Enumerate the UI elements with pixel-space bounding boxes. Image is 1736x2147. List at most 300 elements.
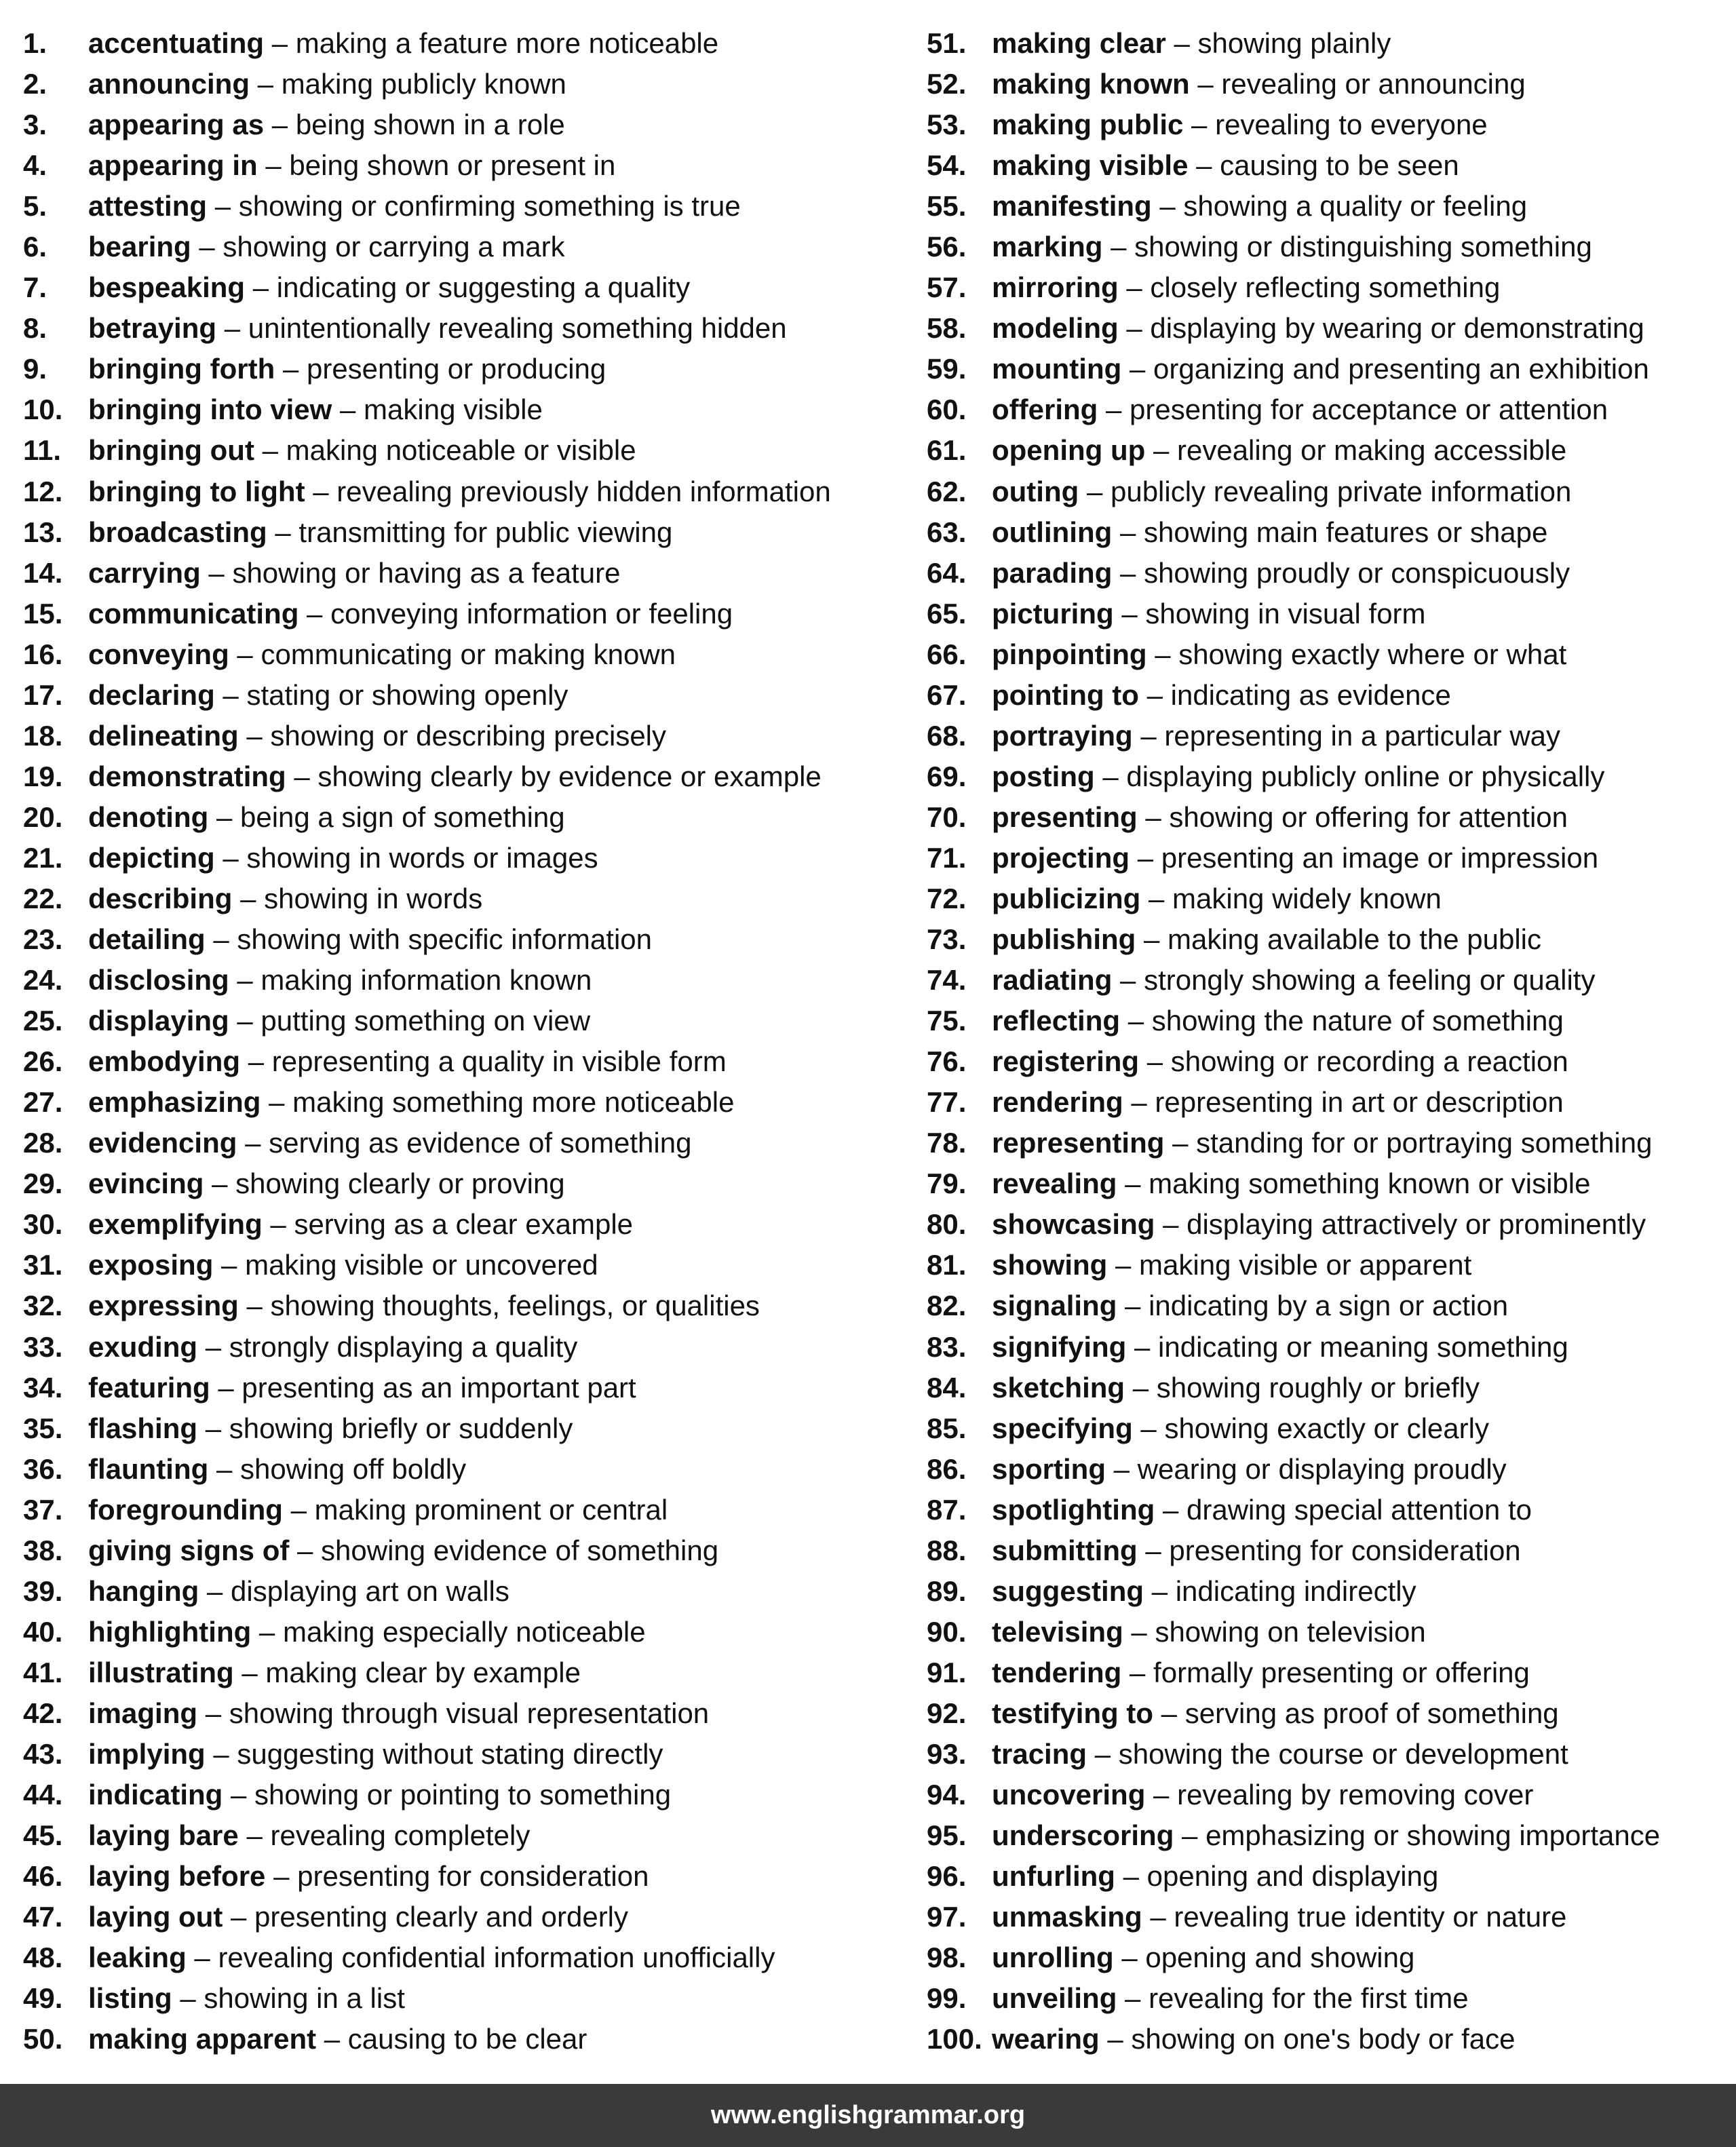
list-item-word: appearing as: [88, 109, 265, 141]
list-item-word: making visible: [992, 149, 1189, 182]
list-item-definition: formally presenting or offering: [1153, 1656, 1530, 1688]
list-item-definition: making clear by example: [265, 1656, 581, 1688]
list-item-word: tendering: [992, 1656, 1122, 1688]
list-item-number: 67.: [927, 678, 967, 711]
list-item-definition: indicating or suggesting a quality: [276, 271, 691, 304]
list-item-word: exemplifying: [88, 1208, 263, 1241]
list-item-definition: emphasizing or showing importance: [1205, 1819, 1661, 1852]
list-item: [927, 64, 1727, 104]
list-item-number: 17.: [23, 678, 63, 711]
list-item-number: 44.: [23, 1779, 63, 1811]
list-item-definition: displaying by wearing or demonstrating: [1150, 312, 1644, 345]
list-item-word: testifying to: [992, 1697, 1153, 1729]
list-item-word: opening up: [992, 434, 1146, 467]
list-item: [927, 797, 1727, 838]
list-item-definition: presenting or producing: [306, 353, 606, 385]
list-item-number: 83.: [927, 1330, 967, 1363]
list-item-word: tracing: [992, 1737, 1087, 1770]
list-item-word: leaking: [88, 1941, 187, 1974]
list-item-definition: showing in visual form: [1145, 597, 1426, 630]
list-item-definition: strongly displaying a quality: [229, 1330, 578, 1363]
list-item-word: laying bare: [88, 1819, 239, 1852]
list-item-number: 98.: [927, 1941, 967, 1974]
list-item-separator: –: [180, 1982, 196, 2015]
list-item-number: 49.: [23, 1982, 63, 2015]
list-item: [927, 430, 1727, 471]
list-item: [927, 1408, 1727, 1449]
list-item: [23, 349, 898, 389]
list-item-number: 70.: [927, 800, 967, 833]
list-item-separator: –: [1140, 1412, 1157, 1444]
list-item-separator: –: [271, 109, 288, 141]
list-item-word: laying out: [88, 1901, 223, 1933]
list-item-separator: –: [205, 1697, 222, 1729]
list-item-number: 90.: [927, 1615, 967, 1648]
list-item-number: 85.: [927, 1412, 967, 1444]
list-item-separator: –: [206, 1574, 223, 1607]
list-item-separator: –: [1086, 475, 1103, 507]
list-item-number: 3.: [23, 109, 47, 141]
list-item-number: 89.: [927, 1574, 967, 1607]
list-item: [23, 1082, 898, 1123]
list-item-separator: –: [270, 1208, 286, 1241]
list-item-definition: showing on television: [1155, 1615, 1426, 1648]
list-item-separator: –: [1126, 271, 1142, 304]
list-item-definition: revealing by removing cover: [1177, 1779, 1534, 1811]
list-item-separator: –: [1130, 1656, 1146, 1688]
list-item-definition: displaying attractively or prominently: [1187, 1208, 1646, 1241]
list-item-number: 66.: [927, 638, 967, 670]
list-item: [927, 349, 1727, 389]
list-item-word: modeling: [992, 312, 1119, 345]
list-item-separator: –: [257, 68, 274, 100]
list-item-word: bringing into view: [88, 393, 332, 426]
list-item-separator: –: [1115, 1249, 1132, 1281]
list-item-number: 58.: [927, 312, 967, 345]
list-item-word: showing: [992, 1249, 1108, 1281]
list-item-number: 88.: [927, 1534, 967, 1566]
list-item: [927, 1897, 1727, 1937]
list-item-definition: being shown in a role: [295, 109, 565, 141]
list-item-word: foregrounding: [88, 1493, 283, 1526]
list-item-word: underscoring: [992, 1819, 1174, 1852]
list-item: [927, 512, 1727, 553]
list-item-word: picturing: [992, 597, 1114, 630]
list-item-word: betraying: [88, 312, 217, 345]
list-item-word: registering: [992, 1045, 1140, 1078]
list-item-separator: –: [1137, 841, 1154, 874]
list-item-definition: showing on one's body or face: [1131, 2023, 1516, 2055]
list-item: [927, 675, 1727, 716]
list-item: [23, 716, 898, 756]
list-item: [23, 1571, 898, 1612]
list-item: [927, 1285, 1727, 1326]
list-item-definition: showing the nature of something: [1151, 1005, 1564, 1037]
list-item-number: 82.: [927, 1290, 967, 1322]
list-item-separator: –: [258, 1615, 275, 1648]
list-item-number: 11.: [23, 434, 62, 467]
list-item-separator: –: [205, 1330, 222, 1363]
list-item-word: giving signs of: [88, 1534, 290, 1566]
list-item-definition: revealing or making accessible: [1177, 434, 1567, 467]
list-item-word: publicizing: [992, 882, 1141, 914]
list-item: [23, 104, 898, 145]
list-item-number: 61.: [927, 434, 967, 467]
list-item-definition: making something known or visible: [1149, 1167, 1591, 1200]
list-item: [23, 2019, 898, 2059]
list-item-word: laying before: [88, 1860, 266, 1893]
list-item-number: 79.: [927, 1167, 967, 1200]
list-item: [927, 308, 1727, 349]
list-item-number: 42.: [23, 1697, 63, 1729]
list-item-number: 59.: [927, 353, 967, 385]
list-item-word: bringing to light: [88, 475, 305, 507]
list-item-number: 8.: [23, 312, 47, 345]
list-item-definition: suggesting without stating directly: [237, 1737, 663, 1770]
list-item: [927, 1082, 1727, 1123]
list-item-number: 84.: [927, 1371, 967, 1404]
list-item: [927, 878, 1727, 919]
list-item-number: 32.: [23, 1290, 63, 1322]
list-item-number: 21.: [23, 841, 63, 874]
list-item: [23, 1612, 898, 1652]
list-item-separator: –: [218, 1371, 234, 1404]
list-item: [23, 1490, 898, 1530]
list-item-number: 26.: [23, 1045, 63, 1078]
list-item-word: presenting: [992, 800, 1138, 833]
list-item: [23, 145, 898, 186]
list-item-separator: –: [246, 1819, 263, 1852]
list-item: [23, 960, 898, 1001]
list-item: [927, 389, 1727, 430]
list-item: [23, 1775, 898, 1815]
list-item-definition: showing in words: [264, 882, 483, 914]
list-item-separator: –: [223, 841, 239, 874]
list-item: [927, 594, 1727, 634]
list-item: [927, 227, 1727, 267]
list-item: [927, 1856, 1727, 1897]
list-item-number: 86.: [927, 1452, 967, 1485]
list-item: [927, 1204, 1727, 1245]
list-item-definition: opening and displaying: [1146, 1860, 1439, 1893]
list-item-number: 64.: [927, 556, 967, 589]
list-item-definition: making a feature more noticeable: [295, 27, 719, 59]
list-item-definition: serving as a clear example: [294, 1208, 634, 1241]
list-item-separator: –: [265, 149, 282, 182]
list-item-number: 48.: [23, 1941, 63, 1974]
list-item-separator: –: [1159, 190, 1176, 223]
list-item: [23, 227, 898, 267]
list-item-definition: showing or confirming something is true: [238, 190, 741, 223]
list-item-word: illustrating: [88, 1656, 234, 1688]
list-item-definition: wearing or displaying proudly: [1137, 1452, 1507, 1485]
list-item-separator: –: [1146, 1045, 1163, 1078]
list-item-definition: revealing true identity or nature: [1174, 1901, 1567, 1933]
list-item: [23, 1897, 898, 1937]
list-item: [23, 1001, 898, 1041]
list-item-word: rendering: [992, 1086, 1123, 1119]
list-item-separator: –: [1145, 800, 1161, 833]
list-item-word: unmasking: [992, 1901, 1142, 1933]
list-item-number: 91.: [927, 1656, 967, 1688]
list-item-definition: representing in art or description: [1155, 1086, 1564, 1119]
list-item-separator: –: [194, 1941, 210, 1974]
list-item-separator: –: [282, 353, 299, 385]
list-item-word: declaring: [88, 678, 215, 711]
list-item-number: 52.: [927, 68, 967, 100]
list-item: [927, 471, 1727, 512]
list-item-word: flashing: [88, 1412, 198, 1444]
list-item-word: unrolling: [992, 1941, 1114, 1974]
list-item-definition: making available to the public: [1168, 923, 1542, 956]
list-item-separator: –: [1196, 149, 1212, 182]
list-item-number: 2.: [23, 68, 47, 100]
list-item: [927, 1041, 1727, 1082]
list-item-separator: –: [237, 638, 253, 670]
list-item-separator: –: [271, 27, 288, 59]
list-item-definition: showing proudly or conspicuously: [1144, 556, 1570, 589]
list-item-definition: presenting an image or impression: [1161, 841, 1599, 874]
list-item-number: 20.: [23, 800, 63, 833]
list-item-definition: indicating as evidence: [1170, 678, 1451, 711]
list-item-number: 1.: [23, 27, 47, 59]
list-item-separator: –: [313, 475, 329, 507]
list-item-number: 24.: [23, 964, 63, 997]
list-item-definition: showing a quality or feeling: [1183, 190, 1528, 223]
list-item-separator: –: [269, 1086, 285, 1119]
list-item-number: 54.: [927, 149, 967, 182]
list-item-separator: –: [1145, 1534, 1161, 1566]
list-item-word: signaling: [992, 1290, 1117, 1322]
list-item: [927, 919, 1727, 960]
list-item: [23, 1123, 898, 1163]
list-item-separator: –: [1197, 68, 1214, 100]
list-item: [23, 471, 898, 512]
list-item-word: emphasizing: [88, 1086, 261, 1119]
list-item: [23, 594, 898, 634]
list-item-word: making apparent: [88, 2023, 317, 2055]
list-item-number: 31.: [23, 1249, 63, 1281]
list-item-separator: –: [242, 1656, 258, 1688]
list-item: [23, 797, 898, 838]
footer-url[interactable]: www.englishgrammar.org: [0, 2084, 1736, 2147]
list-item-separator: –: [1148, 882, 1165, 914]
list-item-number: 36.: [23, 1452, 63, 1485]
list-item-definition: showing clearly or proving: [235, 1167, 565, 1200]
list-item-definition: presenting for acceptance or attention: [1130, 393, 1608, 426]
list-item-word: detailing: [88, 923, 206, 956]
list-item: [23, 1652, 898, 1693]
list-item-separator: –: [1155, 638, 1171, 670]
list-item-separator: –: [237, 964, 253, 997]
list-item-definition: closely reflecting something: [1150, 271, 1501, 304]
list-item-number: 97.: [927, 1901, 967, 1933]
list-item-separator: –: [224, 312, 241, 345]
list-item-number: 63.: [927, 516, 967, 548]
list-item-separator: –: [216, 1452, 233, 1485]
list-item: [927, 634, 1727, 675]
list-item-number: 34.: [23, 1371, 63, 1404]
list-item-definition: causing to be clear: [347, 2023, 587, 2055]
list-item-number: 57.: [927, 271, 967, 304]
list-item: [927, 1978, 1727, 2019]
list-item-separator: –: [214, 190, 231, 223]
list-item-number: 13.: [23, 516, 63, 548]
list-item-number: 81.: [927, 1249, 967, 1281]
list-item-definition: making publicly known: [281, 68, 566, 100]
list-item-number: 56.: [927, 231, 967, 263]
list-item-separator: –: [208, 556, 225, 589]
list-item: [23, 23, 898, 64]
list-item-word: making known: [992, 68, 1190, 100]
list-item-definition: revealing or announcing: [1221, 68, 1526, 100]
list-item-number: 47.: [23, 1901, 63, 1933]
list-item-separator: –: [246, 1290, 263, 1322]
list-item-separator: –: [205, 1412, 222, 1444]
list-item-word: specifying: [992, 1412, 1133, 1444]
list-item-separator: –: [1125, 1290, 1141, 1322]
list-item-number: 23.: [23, 923, 63, 956]
list-item-definition: showing through visual representation: [229, 1697, 710, 1729]
list-item-word: revealing: [992, 1167, 1117, 1200]
list-item-separator: –: [1125, 1167, 1141, 1200]
list-item-number: 18.: [23, 719, 63, 752]
list-item-separator: –: [1161, 1697, 1178, 1729]
list-item-definition: showing or having as a feature: [232, 556, 621, 589]
list-item-definition: conveying information or feeling: [330, 597, 733, 630]
list-item-definition: showing off boldly: [240, 1452, 467, 1485]
list-item: [927, 1245, 1727, 1285]
list-item-word: signifying: [992, 1330, 1127, 1363]
list-item-separator: –: [1094, 1737, 1111, 1770]
list-item-word: appearing in: [88, 149, 258, 182]
list-item-word: showcasing: [992, 1208, 1155, 1241]
list-item-word: unveiling: [992, 1982, 1117, 2015]
list-item-word: conveying: [88, 638, 229, 670]
list-item-number: 12.: [23, 475, 63, 507]
list-item: [23, 634, 898, 675]
list-item-separator: –: [240, 882, 256, 914]
list-item-separator: –: [199, 231, 215, 263]
list-item-separator: –: [1123, 1860, 1139, 1893]
list-item: [927, 1571, 1727, 1612]
list-item-definition: showing the course or development: [1118, 1737, 1568, 1770]
list-item-word: demonstrating: [88, 760, 286, 792]
list-item-definition: strongly showing a feeling or quality: [1144, 964, 1596, 997]
list-item: [23, 1734, 898, 1775]
list-item-definition: serving as proof of something: [1184, 1697, 1559, 1729]
list-item-word: describing: [88, 882, 233, 914]
word-list-column-left: [23, 23, 898, 2059]
list-item-definition: presenting clearly and orderly: [254, 1901, 629, 1933]
list-item-number: 10.: [23, 393, 63, 426]
list-item: [23, 878, 898, 919]
list-item: [927, 23, 1727, 64]
list-item: [23, 1978, 898, 2019]
list-item-number: 76.: [927, 1045, 967, 1078]
list-item-word: bringing out: [88, 434, 254, 467]
list-item: [23, 186, 898, 227]
list-item-definition: making information known: [261, 964, 592, 997]
list-item: [927, 1734, 1727, 1775]
list-item-separator: –: [1182, 1819, 1198, 1852]
list-item-number: 95.: [927, 1819, 967, 1852]
list-item: [927, 1163, 1727, 1204]
list-item-number: 22.: [23, 882, 63, 914]
word-list-column-right: [927, 23, 1727, 2059]
list-item: [23, 1285, 898, 1326]
list-item-separator: –: [1119, 516, 1136, 548]
list-item-separator: –: [1121, 1941, 1138, 1974]
list-item-word: indicating: [88, 1779, 223, 1811]
list-item-separator: –: [275, 516, 291, 548]
list-item-separator: –: [231, 1901, 247, 1933]
list-item-number: 68.: [927, 719, 967, 752]
list-item: [23, 389, 898, 430]
list-item-separator: –: [1143, 923, 1160, 956]
list-item-word: embodying: [88, 1045, 241, 1078]
list-item-number: 100.: [927, 2023, 982, 2055]
list-item-definition: revealing previously hidden information: [336, 475, 831, 507]
list-item-separator: –: [1162, 1493, 1179, 1526]
list-item-number: 15.: [23, 597, 63, 630]
list-item: [927, 756, 1727, 797]
list-item-separator: –: [1131, 1086, 1147, 1119]
list-item-separator: –: [262, 434, 278, 467]
list-item-number: 39.: [23, 1574, 63, 1607]
list-item-definition: standing for or portraying something: [1196, 1127, 1653, 1159]
list-item-separator: –: [1174, 27, 1190, 59]
list-item-number: 71.: [927, 841, 967, 874]
list-item-definition: showing in words or images: [246, 841, 598, 874]
list-item: [927, 1612, 1727, 1652]
list-item-number: 69.: [927, 760, 967, 792]
list-item-definition: drawing special attention to: [1186, 1493, 1532, 1526]
list-item: [23, 1163, 898, 1204]
list-item-word: bearing: [88, 231, 191, 263]
list-item-word: implying: [88, 1737, 206, 1770]
list-item-separator: –: [1150, 1901, 1166, 1933]
list-item: [23, 756, 898, 797]
list-item-word: denoting: [88, 800, 209, 833]
list-item-definition: showing plainly: [1197, 27, 1391, 59]
list-item-number: 43.: [23, 1737, 63, 1770]
list-item-separator: –: [223, 678, 239, 711]
list-item-definition: displaying publicly online or physically: [1126, 760, 1605, 792]
list-item-number: 25.: [23, 1005, 63, 1037]
list-item-number: 53.: [927, 109, 967, 141]
list-item-definition: making prominent or central: [314, 1493, 668, 1526]
list-item-word: evidencing: [88, 1127, 237, 1159]
list-item: [927, 1815, 1727, 1856]
list-item-word: featuring: [88, 1371, 210, 1404]
list-item-word: publishing: [992, 923, 1136, 956]
list-item-number: 92.: [927, 1697, 967, 1729]
list-item-word: communicating: [88, 597, 299, 630]
list-item: [23, 1041, 898, 1082]
list-item-word: bespeaking: [88, 271, 246, 304]
list-item-separator: –: [248, 1045, 265, 1078]
list-item-separator: –: [1153, 434, 1170, 467]
list-item-word: manifesting: [992, 190, 1152, 223]
list-item-definition: making widely known: [1172, 882, 1442, 914]
list-item-number: 45.: [23, 1819, 63, 1852]
list-item: [927, 1530, 1727, 1571]
list-item-number: 9.: [23, 353, 47, 385]
list-item-number: 28.: [23, 1127, 63, 1159]
list-item-separator: –: [1134, 1330, 1151, 1363]
list-item-separator: –: [212, 1167, 228, 1200]
